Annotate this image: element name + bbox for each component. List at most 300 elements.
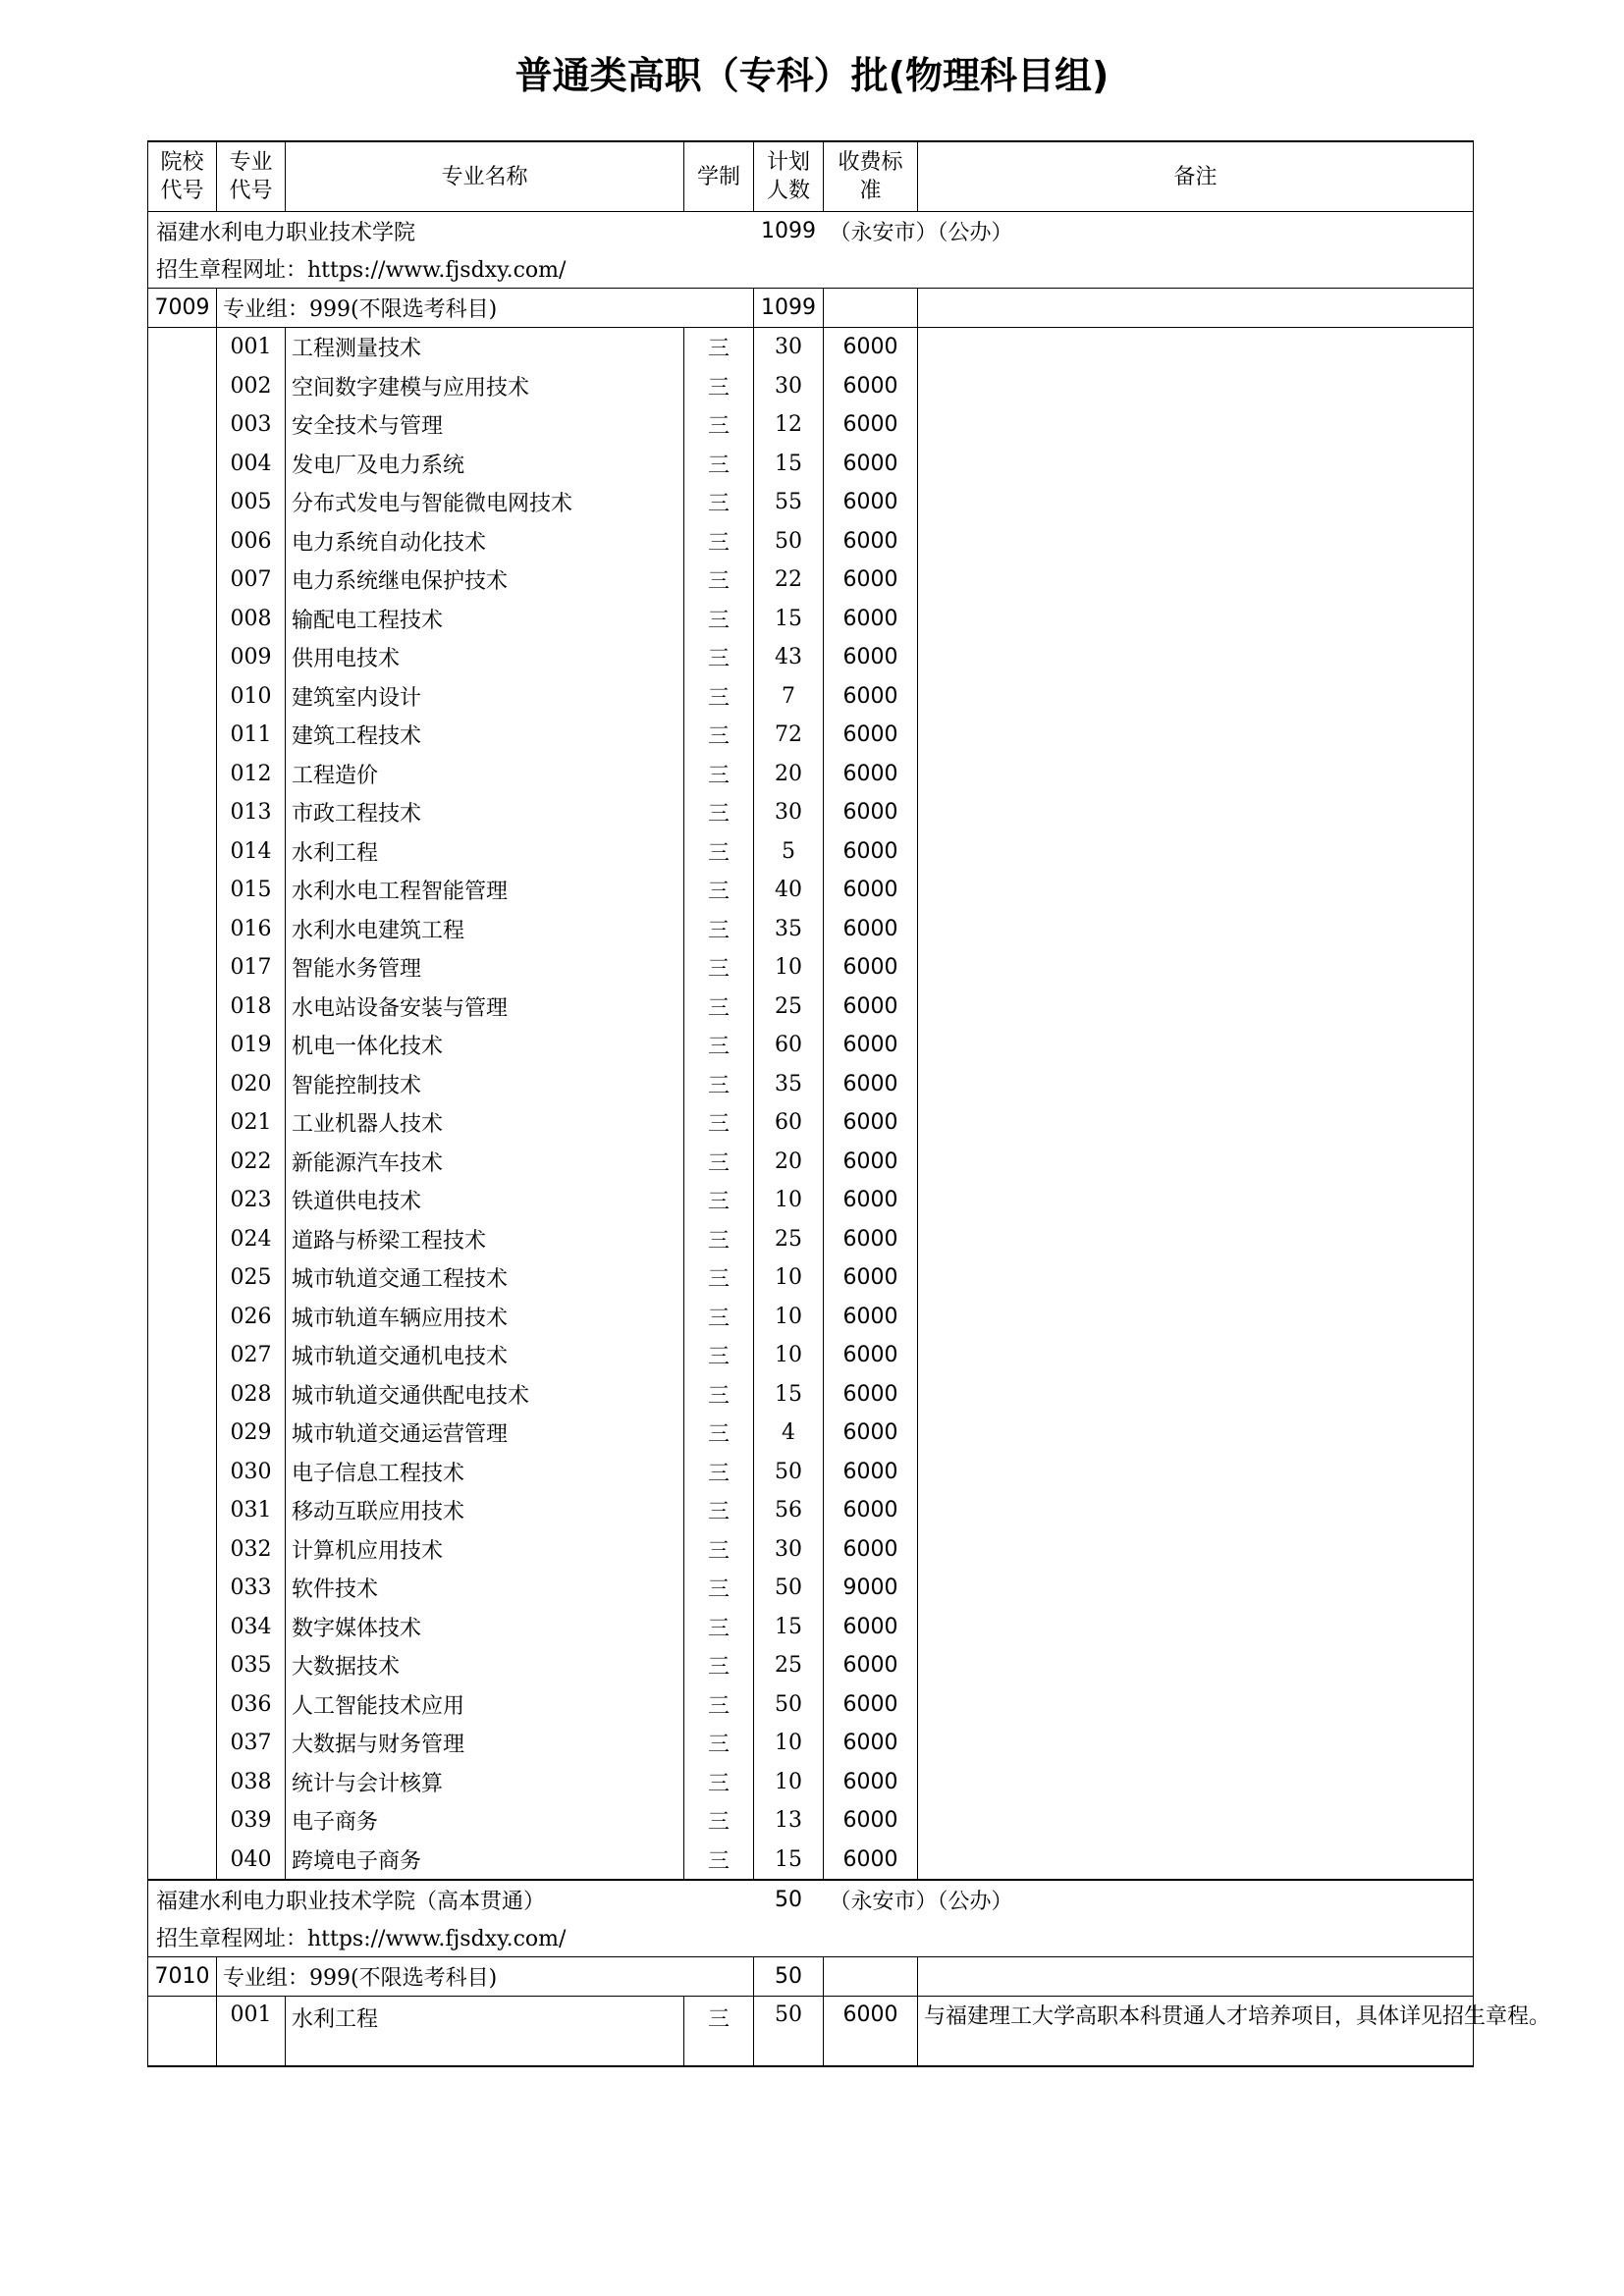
table-row xyxy=(148,948,1474,988)
major-code: 030 xyxy=(217,1453,286,1492)
table-row xyxy=(148,1143,1474,1182)
major-name: 供用电技术 xyxy=(286,638,684,677)
school-code-cell xyxy=(148,793,217,832)
major-note xyxy=(918,871,1474,910)
major-name: 建筑工程技术 xyxy=(286,716,684,755)
major-plan: 22 xyxy=(754,561,824,600)
major-note: 与福建理工大学高职本科贯通人才培养项目，具体详见招生章程。 xyxy=(918,1997,1474,2067)
major-plan: 10 xyxy=(754,1298,824,1337)
major-plan: 15 xyxy=(754,1841,824,1881)
major-duration: 三 xyxy=(684,405,754,445)
major-plan: 10 xyxy=(754,1763,824,1802)
major-code: 007 xyxy=(217,561,286,600)
major-duration: 三 xyxy=(684,793,754,832)
school-code-cell xyxy=(148,1453,217,1492)
major-duration: 三 xyxy=(684,1026,754,1065)
major-note xyxy=(918,1491,1474,1530)
school-code-cell xyxy=(148,677,217,717)
school-code-cell xyxy=(148,1997,217,2067)
major-plan: 50 xyxy=(754,522,824,561)
major-duration: 三 xyxy=(684,1298,754,1337)
major-plan: 30 xyxy=(754,328,824,367)
major-code: 008 xyxy=(217,600,286,639)
school-code-cell xyxy=(148,1026,217,1065)
major-name: 电子信息工程技术 xyxy=(286,1453,684,1492)
major-note xyxy=(918,405,1474,445)
major-fee: 6000 xyxy=(824,1997,918,2067)
major-note xyxy=(918,1414,1474,1453)
school-code-cell xyxy=(148,367,217,406)
major-duration: 三 xyxy=(684,638,754,677)
major-note xyxy=(918,522,1474,561)
major-code: 016 xyxy=(217,910,286,949)
major-note xyxy=(918,910,1474,949)
major-code: 024 xyxy=(217,1220,286,1259)
major-duration: 三 xyxy=(684,910,754,949)
major-fee: 6000 xyxy=(824,1026,918,1065)
major-name: 智能控制技术 xyxy=(286,1065,684,1104)
major-fee: 6000 xyxy=(824,367,918,406)
major-duration: 三 xyxy=(684,1763,754,1802)
major-name: 城市轨道交通运营管理 xyxy=(286,1414,684,1453)
major-note xyxy=(918,948,1474,988)
major-plan: 60 xyxy=(754,1026,824,1065)
school-code-cell xyxy=(148,1336,217,1375)
school-code-cell xyxy=(148,1143,217,1182)
major-duration: 三 xyxy=(684,367,754,406)
group-school-code: 7010 xyxy=(148,1957,217,1997)
major-duration: 三 xyxy=(684,948,754,988)
major-name: 计算机应用技术 xyxy=(286,1530,684,1570)
major-name: 移动互联应用技术 xyxy=(286,1491,684,1530)
major-code: 021 xyxy=(217,1103,286,1143)
school-code-cell xyxy=(148,445,217,484)
major-code: 026 xyxy=(217,1298,286,1337)
table-row xyxy=(148,1685,1474,1725)
major-code: 009 xyxy=(217,638,286,677)
major-note xyxy=(918,1065,1474,1104)
major-note xyxy=(918,793,1474,832)
major-fee: 6000 xyxy=(824,600,918,639)
major-fee: 6000 xyxy=(824,483,918,522)
group-name: 专业组：999(不限选考科目) xyxy=(217,1957,754,1997)
major-plan: 10 xyxy=(754,1724,824,1763)
school-website-row xyxy=(148,1918,1474,1957)
major-plan: 50 xyxy=(754,1997,824,2067)
major-note xyxy=(918,1298,1474,1337)
major-name: 工程测量技术 xyxy=(286,328,684,367)
major-note xyxy=(918,1181,1474,1220)
table-row xyxy=(148,1336,1474,1375)
major-duration: 三 xyxy=(684,328,754,367)
major-group-row xyxy=(148,1957,1474,1997)
school-code-cell xyxy=(148,1103,217,1143)
school-code-cell xyxy=(148,948,217,988)
major-duration: 三 xyxy=(684,677,754,717)
school-website-row xyxy=(148,249,1474,289)
table-row xyxy=(148,405,1474,445)
major-code: 033 xyxy=(217,1569,286,1608)
table-row xyxy=(148,1608,1474,1647)
school-code-cell xyxy=(148,755,217,794)
table-row xyxy=(148,1258,1474,1298)
major-name: 跨境电子商务 xyxy=(286,1841,684,1881)
major-fee: 9000 xyxy=(824,1569,918,1608)
table-row xyxy=(148,910,1474,949)
school-info: （永安市）（公办） xyxy=(824,212,1474,250)
major-fee: 6000 xyxy=(824,1724,918,1763)
major-plan: 10 xyxy=(754,1181,824,1220)
major-fee: 6000 xyxy=(824,716,918,755)
major-fee: 6000 xyxy=(824,522,918,561)
major-duration: 三 xyxy=(684,755,754,794)
major-fee: 6000 xyxy=(824,1646,918,1685)
major-fee: 6000 xyxy=(824,638,918,677)
major-plan: 30 xyxy=(754,793,824,832)
school-code-cell xyxy=(148,1569,217,1608)
major-duration: 三 xyxy=(684,1841,754,1881)
major-name: 机电一体化技术 xyxy=(286,1026,684,1065)
table-row xyxy=(148,561,1474,600)
school-name: 福建水利电力职业技术学院（高本贯通） xyxy=(148,1880,754,1918)
major-note xyxy=(918,638,1474,677)
major-fee: 6000 xyxy=(824,1530,918,1570)
major-name: 新能源汽车技术 xyxy=(286,1143,684,1182)
school-code-cell xyxy=(148,405,217,445)
major-fee: 6000 xyxy=(824,1103,918,1143)
major-name: 城市轨道交通机电技术 xyxy=(286,1336,684,1375)
major-name: 城市轨道车辆应用技术 xyxy=(286,1298,684,1337)
school-code-cell xyxy=(148,1724,217,1763)
major-duration: 三 xyxy=(684,988,754,1027)
major-code: 004 xyxy=(217,445,286,484)
school-code-cell xyxy=(148,1298,217,1337)
major-duration: 三 xyxy=(684,1181,754,1220)
major-duration: 三 xyxy=(684,832,754,872)
header-duration: 学制 xyxy=(684,141,754,212)
table-row xyxy=(148,1763,1474,1802)
major-fee: 6000 xyxy=(824,1220,918,1259)
major-duration: 三 xyxy=(684,445,754,484)
major-plan: 56 xyxy=(754,1491,824,1530)
major-fee: 6000 xyxy=(824,871,918,910)
major-name: 空间数字建模与应用技术 xyxy=(286,367,684,406)
school-code-cell xyxy=(148,1375,217,1415)
major-note xyxy=(918,1685,1474,1725)
group-plan: 1099 xyxy=(754,289,824,328)
major-plan: 10 xyxy=(754,948,824,988)
major-name: 铁道供电技术 xyxy=(286,1181,684,1220)
major-fee: 6000 xyxy=(824,1065,918,1104)
table-row xyxy=(148,445,1474,484)
major-code: 015 xyxy=(217,871,286,910)
major-name: 分布式发电与智能微电网技术 xyxy=(286,483,684,522)
major-code: 003 xyxy=(217,405,286,445)
major-code: 002 xyxy=(217,367,286,406)
major-plan: 15 xyxy=(754,1608,824,1647)
table-header-row xyxy=(148,141,1474,212)
major-fee: 6000 xyxy=(824,948,918,988)
major-plan: 50 xyxy=(754,1685,824,1725)
major-fee: 6000 xyxy=(824,1453,918,1492)
major-fee: 6000 xyxy=(824,1336,918,1375)
major-plan: 4 xyxy=(754,1414,824,1453)
major-note xyxy=(918,677,1474,717)
major-code: 013 xyxy=(217,793,286,832)
major-code: 032 xyxy=(217,1530,286,1570)
table-row xyxy=(148,1414,1474,1453)
major-duration: 三 xyxy=(684,1997,754,2067)
major-code: 023 xyxy=(217,1181,286,1220)
major-duration: 三 xyxy=(684,1220,754,1259)
major-note xyxy=(918,1220,1474,1259)
major-name: 市政工程技术 xyxy=(286,793,684,832)
major-note xyxy=(918,1375,1474,1415)
school-code-cell xyxy=(148,1646,217,1685)
school-row xyxy=(148,212,1474,250)
major-code: 006 xyxy=(217,522,286,561)
school-code-cell xyxy=(148,1065,217,1104)
major-plan: 43 xyxy=(754,638,824,677)
major-name: 电力系统自动化技术 xyxy=(286,522,684,561)
major-fee: 6000 xyxy=(824,1608,918,1647)
major-code: 029 xyxy=(217,1414,286,1453)
major-name: 输配电工程技术 xyxy=(286,600,684,639)
major-note xyxy=(918,1143,1474,1182)
table-row xyxy=(148,1801,1474,1841)
table-row xyxy=(148,328,1474,367)
school-code-cell xyxy=(148,1530,217,1570)
major-note xyxy=(918,1103,1474,1143)
table-row xyxy=(148,522,1474,561)
major-duration: 三 xyxy=(684,1685,754,1725)
school-code-cell xyxy=(148,1220,217,1259)
major-fee: 6000 xyxy=(824,755,918,794)
major-name: 工程造价 xyxy=(286,755,684,794)
header-school-code: 院校代号 xyxy=(148,141,217,212)
major-note xyxy=(918,561,1474,600)
major-plan: 15 xyxy=(754,600,824,639)
major-fee: 6000 xyxy=(824,1414,918,1453)
group-plan: 50 xyxy=(754,1957,824,1997)
major-note xyxy=(918,600,1474,639)
major-code: 005 xyxy=(217,483,286,522)
major-duration: 三 xyxy=(684,1801,754,1841)
major-code: 040 xyxy=(217,1841,286,1881)
table-row xyxy=(148,1220,1474,1259)
table-row xyxy=(148,1530,1474,1570)
major-code: 027 xyxy=(217,1336,286,1375)
major-note xyxy=(918,367,1474,406)
major-note xyxy=(918,1841,1474,1881)
major-plan: 12 xyxy=(754,405,824,445)
major-plan: 15 xyxy=(754,1375,824,1415)
major-plan: 50 xyxy=(754,1569,824,1608)
school-code-cell xyxy=(148,910,217,949)
table-row xyxy=(148,1375,1474,1415)
major-name: 人工智能技术应用 xyxy=(286,1685,684,1725)
header-major-name: 专业名称 xyxy=(286,141,684,212)
table-row xyxy=(148,1026,1474,1065)
header-major-code: 专业代号 xyxy=(217,141,286,212)
page-title: 普通类高职（专科）批(物理科目组) xyxy=(514,54,1110,97)
major-fee: 6000 xyxy=(824,328,918,367)
major-fee: 6000 xyxy=(824,1143,918,1182)
school-code-cell xyxy=(148,1491,217,1530)
major-plan: 35 xyxy=(754,910,824,949)
school-code-cell xyxy=(148,561,217,600)
major-duration: 三 xyxy=(684,1336,754,1375)
table-row xyxy=(148,988,1474,1027)
school-code-cell xyxy=(148,1763,217,1802)
table-row xyxy=(148,1646,1474,1685)
major-note xyxy=(918,1258,1474,1298)
major-fee: 6000 xyxy=(824,1685,918,1725)
major-fee: 6000 xyxy=(824,910,918,949)
major-fee: 6000 xyxy=(824,1763,918,1802)
major-duration: 三 xyxy=(684,1453,754,1492)
major-fee: 6000 xyxy=(824,1491,918,1530)
group-fee-empty xyxy=(824,1957,918,1997)
major-code: 037 xyxy=(217,1724,286,1763)
major-note xyxy=(918,1453,1474,1492)
major-code: 001 xyxy=(217,1997,286,2067)
school-info: （永安市）（公办） xyxy=(824,1880,1474,1918)
school-code-cell xyxy=(148,483,217,522)
major-plan: 25 xyxy=(754,1220,824,1259)
major-duration: 三 xyxy=(684,600,754,639)
major-code: 034 xyxy=(217,1608,286,1647)
major-note xyxy=(918,1724,1474,1763)
major-duration: 三 xyxy=(684,1608,754,1647)
school-code-cell xyxy=(148,1801,217,1841)
major-plan: 7 xyxy=(754,677,824,717)
major-code: 039 xyxy=(217,1801,286,1841)
major-fee: 6000 xyxy=(824,1258,918,1298)
school-name: 福建水利电力职业技术学院 xyxy=(148,212,754,250)
major-note xyxy=(918,1801,1474,1841)
major-note xyxy=(918,1569,1474,1608)
group-school-code: 7009 xyxy=(148,289,217,328)
major-fee: 6000 xyxy=(824,1841,918,1881)
major-note xyxy=(918,1608,1474,1647)
header-fee: 收费标准 xyxy=(824,141,918,212)
table-row xyxy=(148,483,1474,522)
major-duration: 三 xyxy=(684,1724,754,1763)
major-note xyxy=(918,483,1474,522)
group-name: 专业组：999(不限选考科目) xyxy=(217,289,754,328)
major-fee: 6000 xyxy=(824,793,918,832)
major-plan: 20 xyxy=(754,1143,824,1182)
table-row xyxy=(148,1491,1474,1530)
major-fee: 6000 xyxy=(824,1181,918,1220)
major-name: 安全技术与管理 xyxy=(286,405,684,445)
school-code-cell xyxy=(148,832,217,872)
major-name: 统计与会计核算 xyxy=(286,1763,684,1802)
major-name: 水利水电工程智能管理 xyxy=(286,871,684,910)
major-code: 028 xyxy=(217,1375,286,1415)
major-code: 011 xyxy=(217,716,286,755)
major-code: 019 xyxy=(217,1026,286,1065)
school-row xyxy=(148,1880,1474,1918)
major-plan: 20 xyxy=(754,755,824,794)
table-row xyxy=(148,367,1474,406)
table-row xyxy=(148,1724,1474,1763)
table-row xyxy=(148,716,1474,755)
major-fee: 6000 xyxy=(824,988,918,1027)
table-row xyxy=(148,1841,1474,1881)
major-code: 012 xyxy=(217,755,286,794)
school-code-cell xyxy=(148,1685,217,1725)
major-code: 035 xyxy=(217,1646,286,1685)
major-duration: 三 xyxy=(684,1530,754,1570)
major-plan: 15 xyxy=(754,445,824,484)
major-plan: 13 xyxy=(754,1801,824,1841)
major-fee: 6000 xyxy=(824,1375,918,1415)
major-duration: 三 xyxy=(684,1491,754,1530)
major-code: 031 xyxy=(217,1491,286,1530)
table-row xyxy=(148,638,1474,677)
major-name: 大数据技术 xyxy=(286,1646,684,1685)
major-plan: 60 xyxy=(754,1103,824,1143)
table-row xyxy=(148,1181,1474,1220)
school-code-cell xyxy=(148,871,217,910)
major-code: 036 xyxy=(217,1685,286,1725)
table-row xyxy=(148,677,1474,717)
major-plan: 72 xyxy=(754,716,824,755)
major-plan: 10 xyxy=(754,1258,824,1298)
major-note xyxy=(918,445,1474,484)
major-duration: 三 xyxy=(684,1065,754,1104)
major-name: 智能水务管理 xyxy=(286,948,684,988)
major-plan: 30 xyxy=(754,1530,824,1570)
table-row xyxy=(148,1298,1474,1337)
group-fee-empty xyxy=(824,289,918,328)
major-fee: 6000 xyxy=(824,561,918,600)
major-name: 水利工程 xyxy=(286,832,684,872)
major-code: 010 xyxy=(217,677,286,717)
major-duration: 三 xyxy=(684,1646,754,1685)
school-plan: 50 xyxy=(754,1880,824,1918)
major-name: 城市轨道交通工程技术 xyxy=(286,1258,684,1298)
major-name: 建筑室内设计 xyxy=(286,677,684,717)
major-note xyxy=(918,832,1474,872)
table-row xyxy=(148,1997,1474,2067)
major-fee: 6000 xyxy=(824,445,918,484)
major-duration: 三 xyxy=(684,522,754,561)
major-code: 038 xyxy=(217,1763,286,1802)
admission-plan-table xyxy=(147,140,1551,2067)
school-plan: 1099 xyxy=(761,218,816,243)
group-note-empty xyxy=(918,289,1474,328)
table-row xyxy=(148,1453,1474,1492)
major-duration: 三 xyxy=(684,1414,754,1453)
major-plan: 30 xyxy=(754,367,824,406)
major-name: 道路与桥梁工程技术 xyxy=(286,1220,684,1259)
major-plan: 55 xyxy=(754,483,824,522)
school-code-cell xyxy=(148,1608,217,1647)
header-note: 备注 xyxy=(918,141,1474,212)
school-website: 招生章程网址：https://www.fjsdxy.com/ xyxy=(148,249,1474,289)
major-fee: 6000 xyxy=(824,405,918,445)
major-plan: 5 xyxy=(754,832,824,872)
group-note-empty xyxy=(918,1957,1474,1997)
major-note xyxy=(918,988,1474,1027)
table-row xyxy=(148,1569,1474,1608)
table-row xyxy=(148,1065,1474,1104)
major-duration: 三 xyxy=(684,716,754,755)
major-name: 数字媒体技术 xyxy=(286,1608,684,1647)
